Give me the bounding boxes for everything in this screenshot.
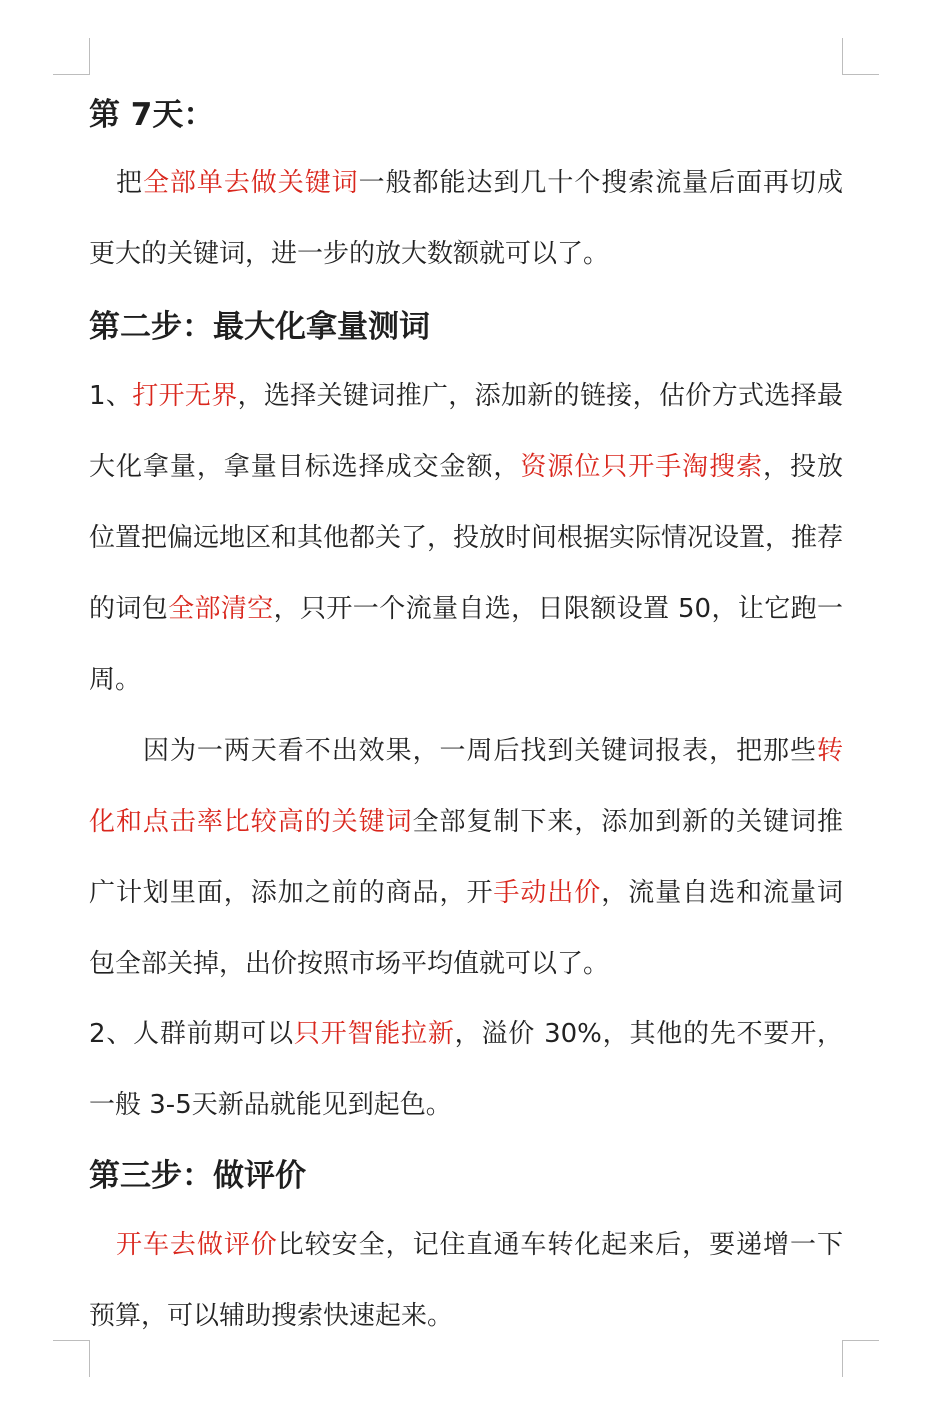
text-run: ，选择关键词推广，添加新的链接，估价方式选择最大化拿量，拿量目标选择成交金额， xyxy=(89,381,843,482)
day7-paragraph xyxy=(89,148,843,290)
text-run: ，溢价 30%，其他的先不要开，一般 3-5天新品就能见到起色。 xyxy=(89,1019,844,1120)
page-corner-mark-top-left xyxy=(53,38,90,75)
text-run: 2、人群前期可以 xyxy=(89,1019,294,1049)
highlight-text: 全部清空 xyxy=(168,594,274,624)
highlight-text: 全部单去做关键词 xyxy=(142,168,359,198)
page-corner-mark-bottom-left xyxy=(53,1340,90,1377)
highlight-text: 转化和点击率比较高的关键词 xyxy=(89,736,843,837)
step2-paragraph-2 xyxy=(89,716,843,1000)
day7-heading: 第 7天： xyxy=(89,97,215,133)
step2-heading: 第二步：最大化拿量测词 xyxy=(89,309,430,345)
page-corner-mark-bottom-right xyxy=(842,1340,879,1377)
text-run: 比较安全，记住直通车转化起来后，要递增一下预算，可以辅助搜索快速起来。 xyxy=(89,1230,843,1331)
step2-paragraph-3 xyxy=(89,999,843,1141)
highlight-text: 开车去做评价 xyxy=(116,1230,278,1260)
step2-paragraph-1 xyxy=(89,361,843,716)
text-run: 因为一两天看不出效果，一周后找到关键词报表，把那些 xyxy=(143,736,817,766)
text-run: ，只开一个流量自选，日限额设置 50，让它跑一周。 xyxy=(89,594,843,695)
text-run: ，投放位置把偏远地区和其他都关了，投放时间根据实际情况设置，推荐的词包 xyxy=(89,452,844,624)
text-run: 全部复制下来，添加到新的关键词推广计划里面，添加之前的商品，开 xyxy=(89,807,843,908)
highlight-text: 手动出价 xyxy=(493,878,602,908)
text-run: ，流量自选和流量词包全部关掉，出价按照市场平均值就可以了。 xyxy=(89,878,843,979)
highlight-text: 资源位只开手淘搜索 xyxy=(520,452,764,482)
text-run: 1、 xyxy=(89,381,133,411)
step3-paragraph xyxy=(89,1210,843,1352)
page-corner-mark-top-right xyxy=(842,38,879,75)
step3-heading: 第三步：做评价 xyxy=(89,1158,306,1194)
highlight-text: 只开智能拉新 xyxy=(293,1019,455,1049)
highlight-text: 打开无界 xyxy=(132,381,238,411)
text-run: 一般都能达到几十个搜索流量后面再切成更大的关键词，进一步的放大数额就可以了。 xyxy=(89,168,843,269)
text-run: 把 xyxy=(116,168,143,198)
